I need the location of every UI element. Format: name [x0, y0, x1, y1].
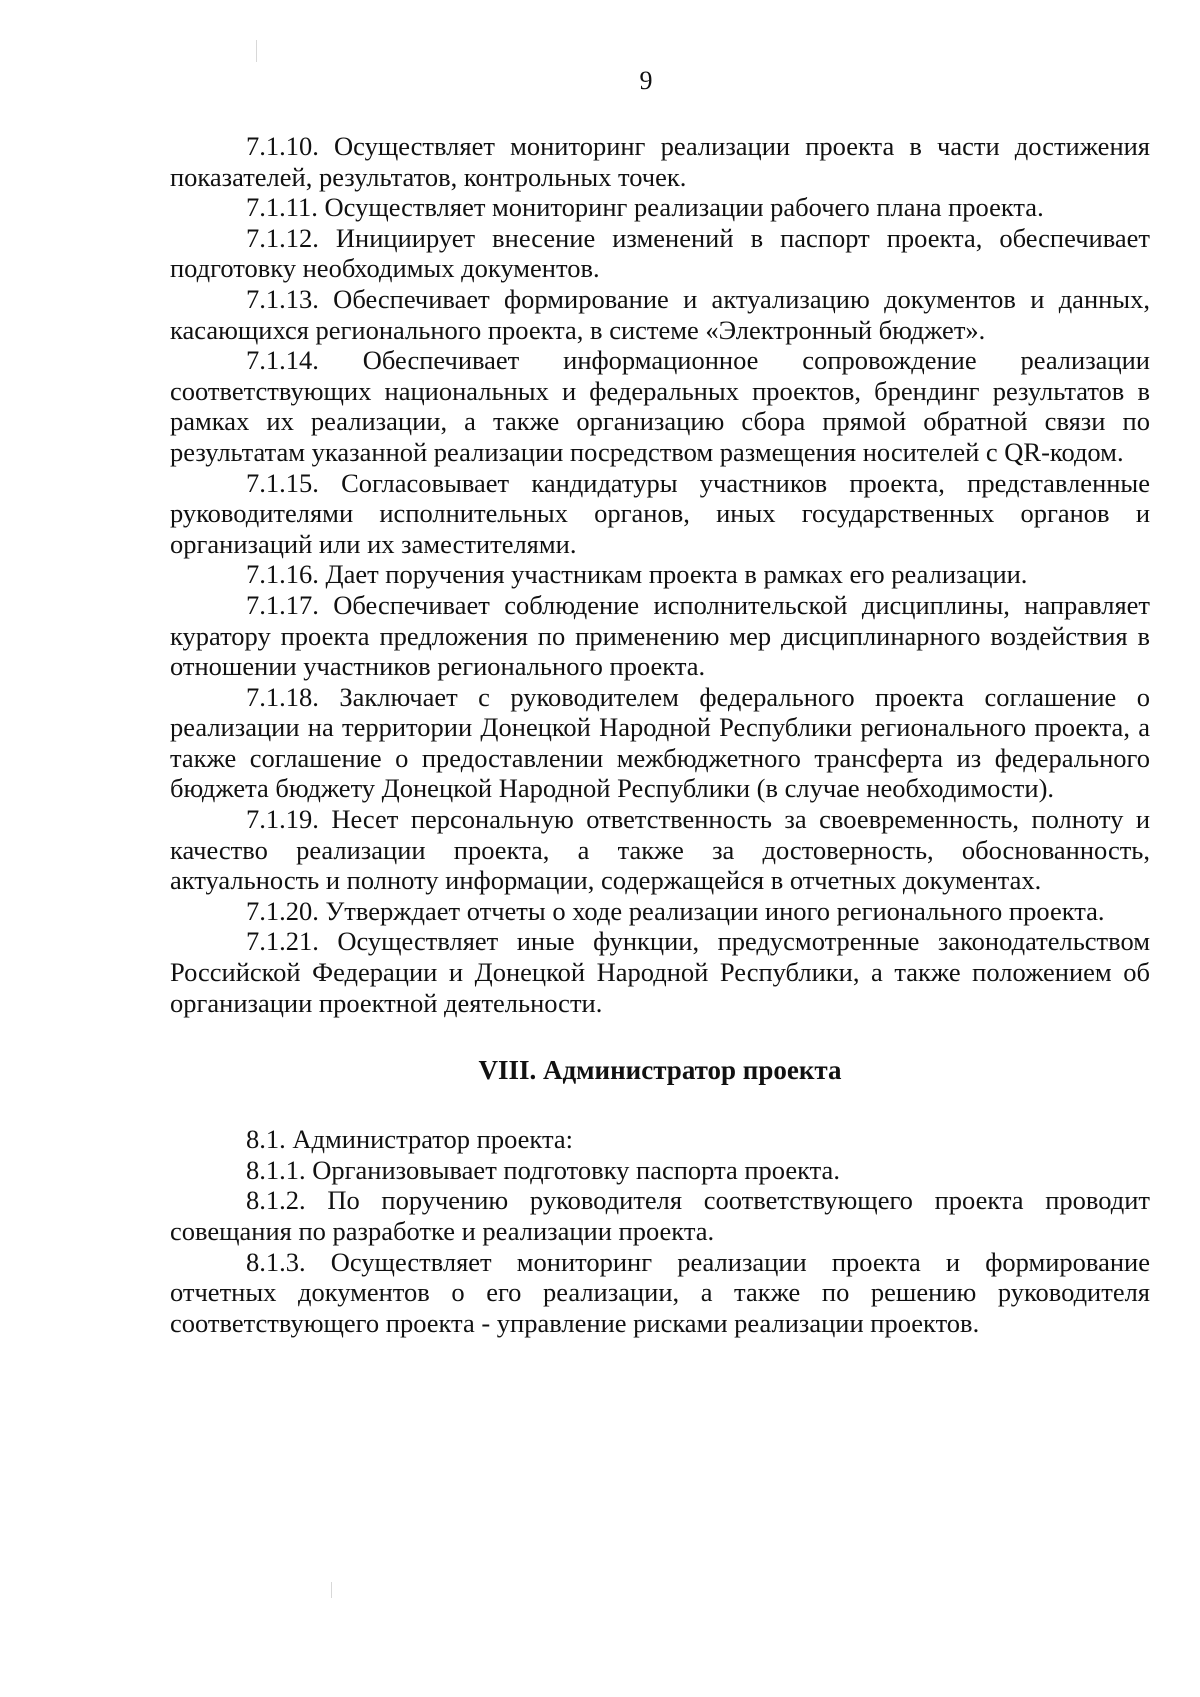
paragraph-7-1-10: 7.1.10. Осуществляет мониторинг реализации проекта в части достижения показателей, результатов, контрольных точек. — [170, 131, 1150, 192]
paragraph-7-1-17: 7.1.17. Обеспечивает соблюдение исполнительской дисциплины, направляет куратору проекта предложения по применению мер дисциплинарного воздействия в отношении участников регионального проекта. — [170, 589, 1150, 682]
section-8-paragraphs — [170, 1124, 1150, 1338]
paragraph-7-1-21: 7.1.21. Осуществляет иные функции, предусмотренные законодательством Российской Федерации и Донецкой Народной Республики, а также положением об организации проектной деятельности. — [170, 926, 1150, 1018]
paragraph-7-1-19: 7.1.19. Несет персональную ответственность за своевременность, полноту и качество реализации проекта, а также за достоверность, обоснованность, актуальность и полноту информации, содержащейся в отчетных документах. — [170, 804, 1150, 896]
paragraph-7-1-14: 7.1.14. Обеспечивает информационное сопровождение реализации соответствующих национальных и федеральных проектов, брендинг результатов в рамках их реализации, а также организацию сбора прямой обратной связи по результатам указанной реализации посредством размещения носителей с QR-кодом. — [170, 345, 1150, 467]
paragraph-7-1-13: 7.1.13. Обеспечивает формирование и актуализацию документов и данных, касающихся регионального проекта, в системе «Электронный бюджет». — [170, 283, 1150, 345]
paragraph-8-1-1: 8.1.1. Организовывает подготовку паспорта проекта. — [246, 1154, 840, 1185]
page-number: 9 — [639, 66, 653, 95]
paragraph-8-1: 8.1. Администратор проекта: — [246, 1124, 573, 1155]
paragraph-7-1-16: 7.1.16. Дает поручения участникам проекта в рамках его реализации. — [246, 559, 1028, 590]
scan-artifact-top — [256, 40, 257, 62]
paragraph-8-1-3: 8.1.3. Осуществляет мониторинг реализации проекта и формирование отчетных документов о его реализации, а также по решению руководителя соответствующего проекта - управление рисками реализации проектов. — [170, 1246, 1150, 1338]
paragraph-7-1-20: 7.1.20. Утверждает отчеты о ходе реализации иного регионального проекта. — [246, 895, 1105, 926]
paragraph-7-1-15: 7.1.15. Согласовывает кандидатуры участников проекта, представленные руководителями исполнительных органов, иных государственных органов и организаций или их заместителями. — [170, 467, 1150, 559]
paragraph-7-1-11: 7.1.11. Осуществляет мониторинг реализации рабочего плана проекта. — [246, 192, 1044, 223]
scan-artifact-bottom — [331, 1582, 332, 1598]
document-body — [170, 131, 1150, 1338]
section-7-paragraphs — [170, 131, 1150, 1018]
paragraph-7-1-12: 7.1.12. Инициирует внесение изменений в паспорт проекта, обеспечивает подготовку необходимых документов. — [170, 222, 1150, 284]
section-heading: VIII. Администратор проекта — [478, 1055, 842, 1086]
paragraph-7-1-18: 7.1.18. Заключает с руководителем федерального проекта соглашение о реализации на территории Донецкой Народной Республики регионального проекта, а также соглашение о предоставлении межбюджетного трансферта из федерального бюджета бюджету Донецкой Народной Республики (в случае необходимости). — [170, 681, 1150, 804]
paragraph-8-1-2: 8.1.2. По поручению руководителя соответствующего проекта проводит совещания по разработке и реализации проекта. — [170, 1185, 1150, 1246]
